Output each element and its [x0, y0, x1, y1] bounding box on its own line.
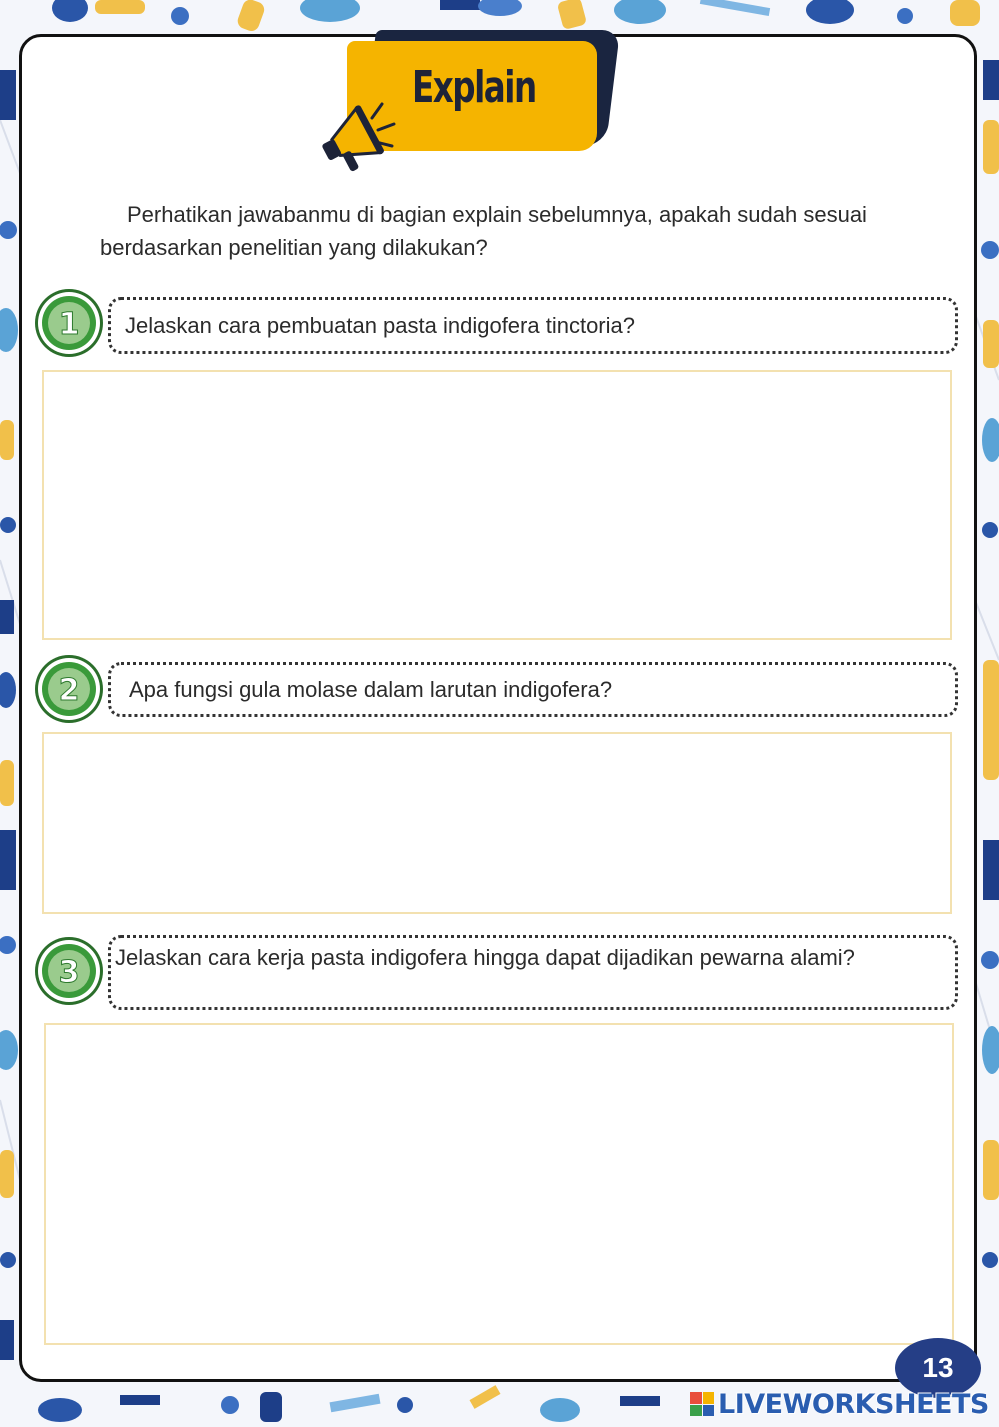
page-title: Explain [412, 62, 536, 113]
megaphone-icon [312, 94, 402, 176]
liveworksheets-brand [690, 1385, 989, 1423]
question-1: Jelaskan cara pembuatan pasta indigofera tinctoria? [108, 297, 958, 354]
intro-text: Perhatikan jawabanmu di bagian explain sebelumnya, apakah sudah sesuai berdasarkan penelitian yang dilakukan? [100, 202, 867, 260]
page-number-badge: 13 [895, 1338, 981, 1398]
number-badge-icon [33, 935, 105, 1007]
question-3: Jelaskan cara kerja pasta indigofera hingga dapat dijadikan pewarna alami? [108, 935, 958, 1010]
question-number: 3 [58, 955, 80, 990]
question-2: Apa fungsi gula molase dalam larutan indigofera? [108, 662, 958, 717]
brand-name: LIVEWORKSHEETS [718, 1388, 989, 1420]
answer-box-1[interactable] [42, 370, 952, 640]
number-badge-icon [33, 653, 105, 725]
answer-box-3[interactable] [44, 1023, 954, 1345]
answer-box-2[interactable] [42, 732, 952, 914]
liveworksheets-logo-icon [690, 1392, 714, 1416]
number-badge-icon [33, 287, 105, 359]
question-number: 1 [58, 307, 80, 342]
question-number: 2 [58, 673, 80, 708]
